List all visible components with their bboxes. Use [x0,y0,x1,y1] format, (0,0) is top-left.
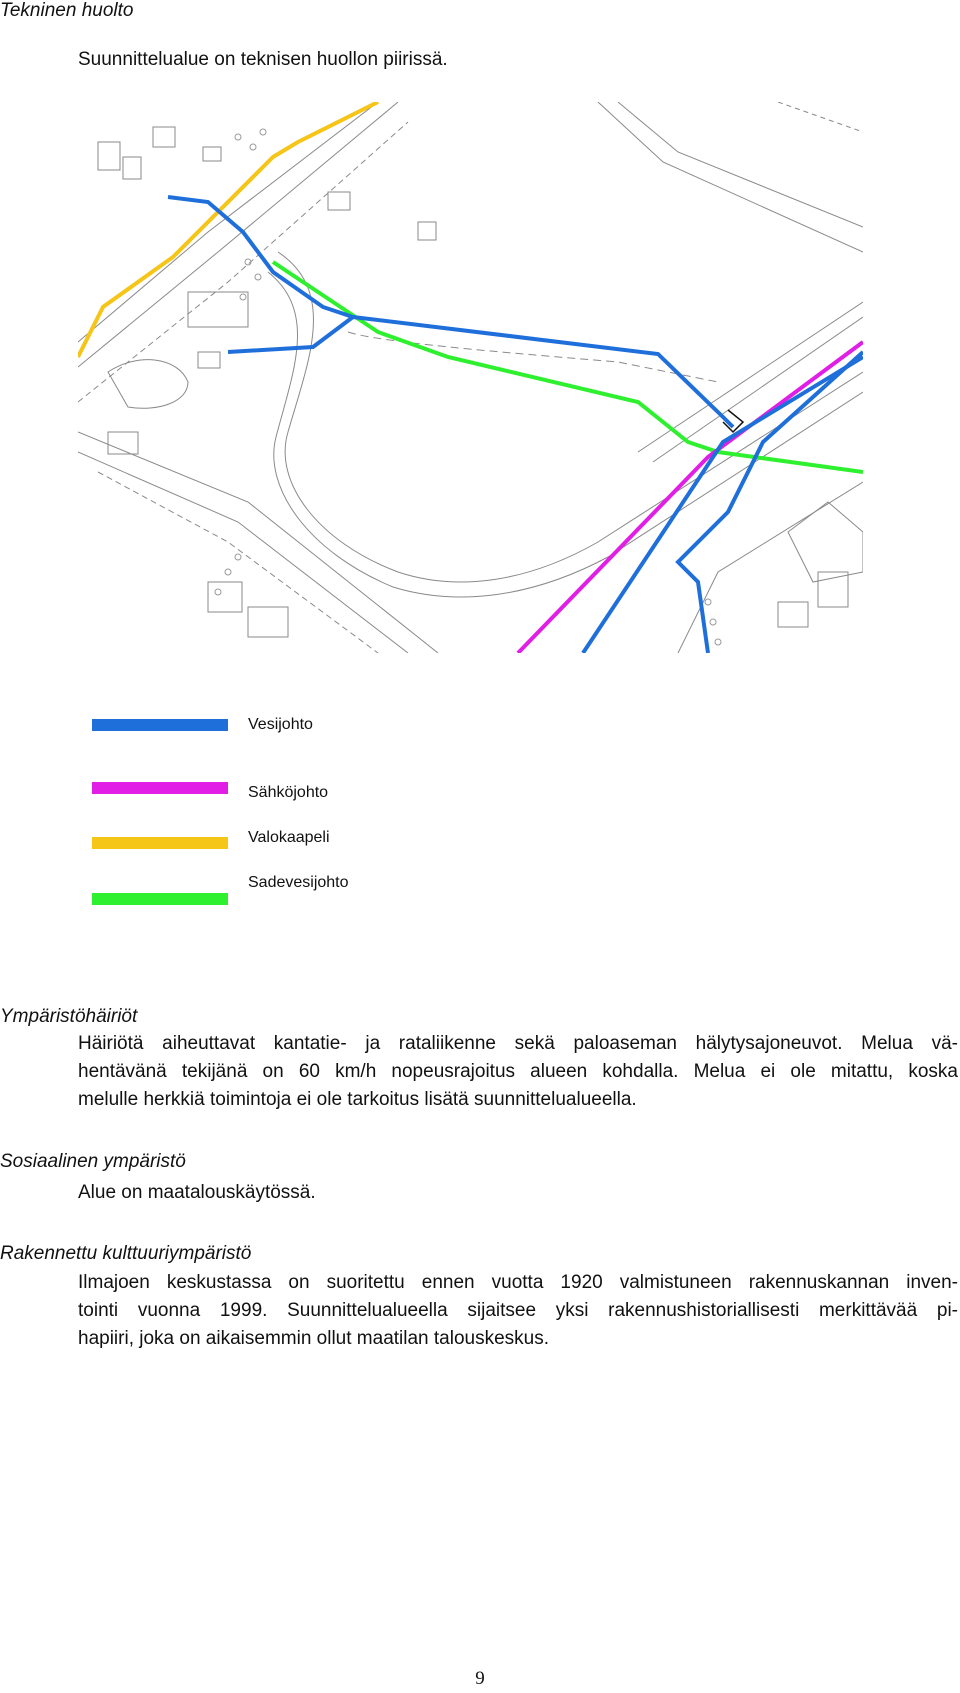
page-number: 9 [475,1668,485,1689]
section-heading-tekninen-huolto: Tekninen huolto [0,0,134,21]
legend-swatch-sadevesijohto [92,893,228,905]
text-line: Alue on maatalouskäytössä. [78,1182,316,1203]
map-drawing [78,102,863,653]
legend-swatch-sahkojohto [92,782,228,794]
text-line: Suunnittelualue on teknisen huollon piirissä. [78,49,448,70]
legend-label-valokaapeli: Valokaapeli [248,829,330,846]
paragraph-tekninen-huolto [78,46,958,74]
text-line: Häiriötä aiheuttavat kantatie- ja rataliikenne sekä paloaseman hälytysajoneuvot. Melua vä- [78,1033,958,1054]
legend-label-vesijohto: Vesijohto [248,716,313,733]
paragraph-sosiaalinen-ymparisto [78,1179,958,1207]
legend-label-sadevesijohto: Sadevesijohto [248,874,349,891]
text-line: hapiiri, joka on aikaisemmin ollut maatilan talouskeskus. [78,1328,550,1349]
paragraph-rakennettu-kulttuuriymparisto [78,1269,958,1353]
text-line: melulle herkkiä toimintoja ei ole tarkoitus lisätä suunnittelualueella. [78,1089,637,1110]
section-heading-sosiaalinen-ymparisto: Sosiaalinen ympäristö [0,1151,186,1172]
legend-label-sahkojohto: Sähköjohto [248,784,329,801]
section-heading-rakennettu-kulttuuriymparisto: Rakennettu kulttuuriympäristö [0,1243,252,1264]
legend-swatch-valokaapeli [92,837,228,849]
legend-swatch-vesijohto [92,719,228,731]
utility-map [78,102,863,653]
text-line: tointi vuonna 1999. Suunnittelualueella sijaitsee yksi rakennushistoriallisesti merkittävää pi- [78,1300,958,1321]
section-heading-ymparistohairiot: Ympäristöhäiriöt [0,1006,138,1027]
text-line: hentävänä tekijänä on 60 km/h nopeusrajoitus alueen kohdalla. Melua ei ole mitattu, koska [78,1061,958,1082]
text-line: Ilmajoen keskustassa on suoritettu ennen vuotta 1920 valmistuneen rakennuskannan inven- [78,1272,958,1293]
paragraph-ymparistohairiot [78,1030,958,1114]
